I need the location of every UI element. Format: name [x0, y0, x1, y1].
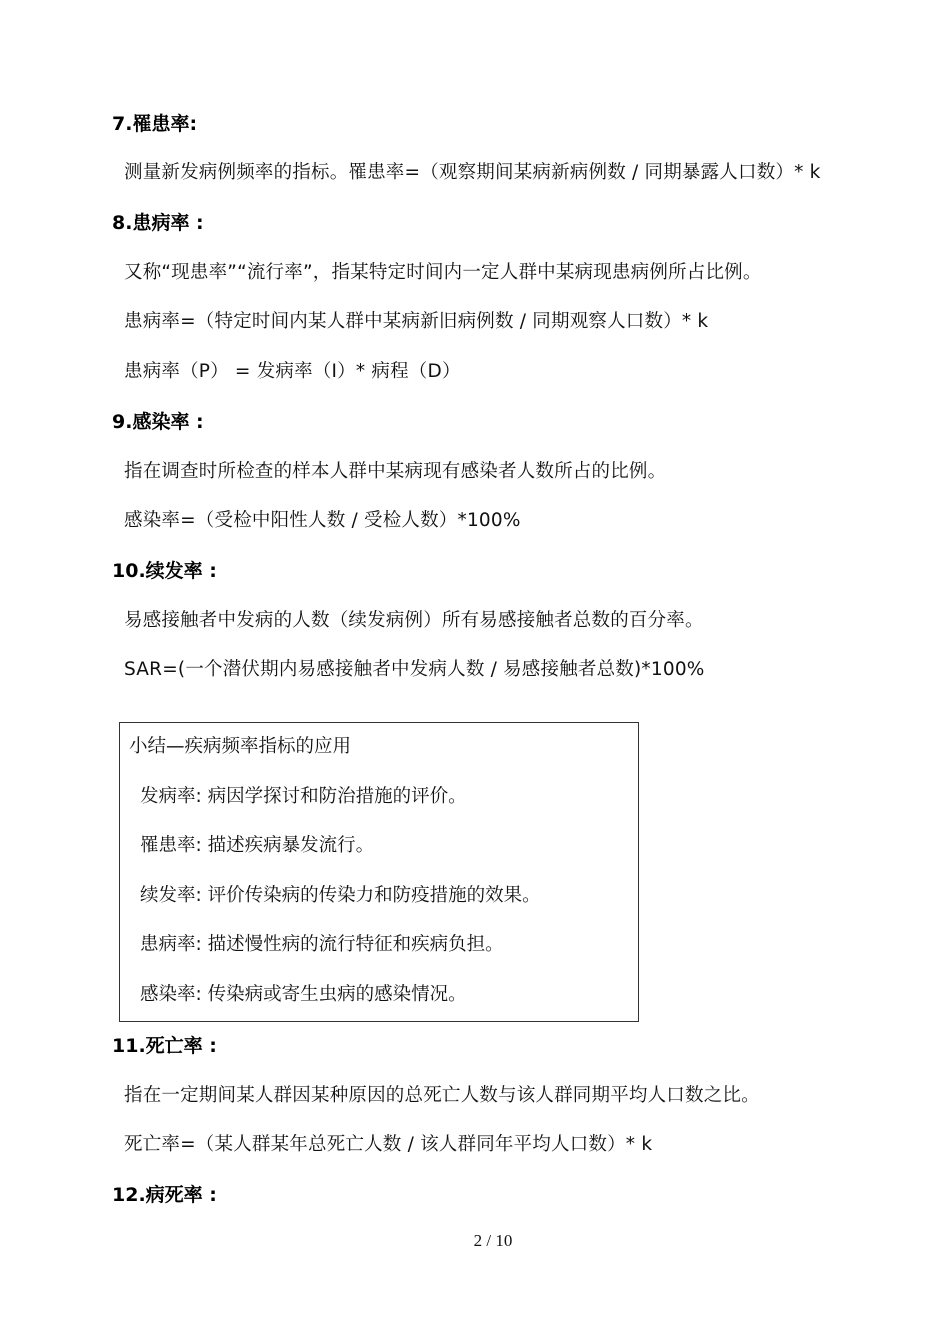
section-heading-8: 8.患病率 :	[112, 212, 204, 234]
prevalence-definition-line: 又称“现患率”“流行率”，指某特定时间内一定人群中某病现患病例所占比例。	[124, 262, 762, 283]
mortality-formula-line: 死亡率=（某人群某年总死亡人数 / 该人群同年平均人口数）* k	[124, 1134, 653, 1155]
summary-box	[119, 722, 639, 1022]
infection-definition-line: 指在调查时所检查的样本人群中某病现有感染者人数所占的比例。	[124, 461, 667, 482]
prevalence-formula-line: 患病率=（特定时间内某人群中某病新旧病例数 / 同期观察人口数）* k	[124, 311, 709, 332]
summary-title: 小结—疾病频率指标的应用	[129, 736, 352, 757]
section-heading-9: 9.感染率 :	[112, 411, 204, 433]
infection-formula-line: 感染率=（受检中阳性人数 / 受检人数）*100%	[124, 510, 521, 531]
secondary-attack-definition-line: 易感接触者中发病的人数（续发病例）所有易感接触者总数的百分率。	[124, 610, 704, 631]
summary-item: 罹患率: 描述疾病暴发流行。	[140, 835, 375, 856]
summary-item: 感染率: 传染病或寄生虫病的感染情况。	[140, 984, 467, 1005]
section-heading-10: 10.续发率 :	[112, 560, 217, 582]
secondary-attack-formula-line: SAR=(一个潜伏期内易感接触者中发病人数 / 易感接触者总数)*100%	[124, 659, 705, 680]
summary-item: 发病率: 病因学探讨和防治措施的评价。	[140, 786, 467, 807]
section-heading-11: 11.死亡率 :	[112, 1035, 217, 1057]
mortality-definition-line: 指在一定期间某人群因某种原因的总死亡人数与该人群同期平均人口数之比。	[124, 1085, 760, 1106]
summary-item: 续发率: 评价传染病的传染力和防疫措施的效果。	[140, 885, 541, 906]
section-heading-12: 12.病死率 :	[112, 1184, 217, 1206]
incidence-definition-line: 测量新发病例频率的指标。罹患率=（观察期间某病新病例数 / 同期暴露人口数）* k	[124, 162, 821, 183]
page-number: 2 / 10	[473, 1231, 513, 1250]
summary-item: 患病率: 描述慢性病的流行特征和疾病负担。	[140, 934, 504, 955]
section-heading-7: 7.罹患率:	[112, 113, 198, 135]
prevalence-relation-line: 患病率（P） = 发病率（I）* 病程（D）	[124, 361, 461, 382]
